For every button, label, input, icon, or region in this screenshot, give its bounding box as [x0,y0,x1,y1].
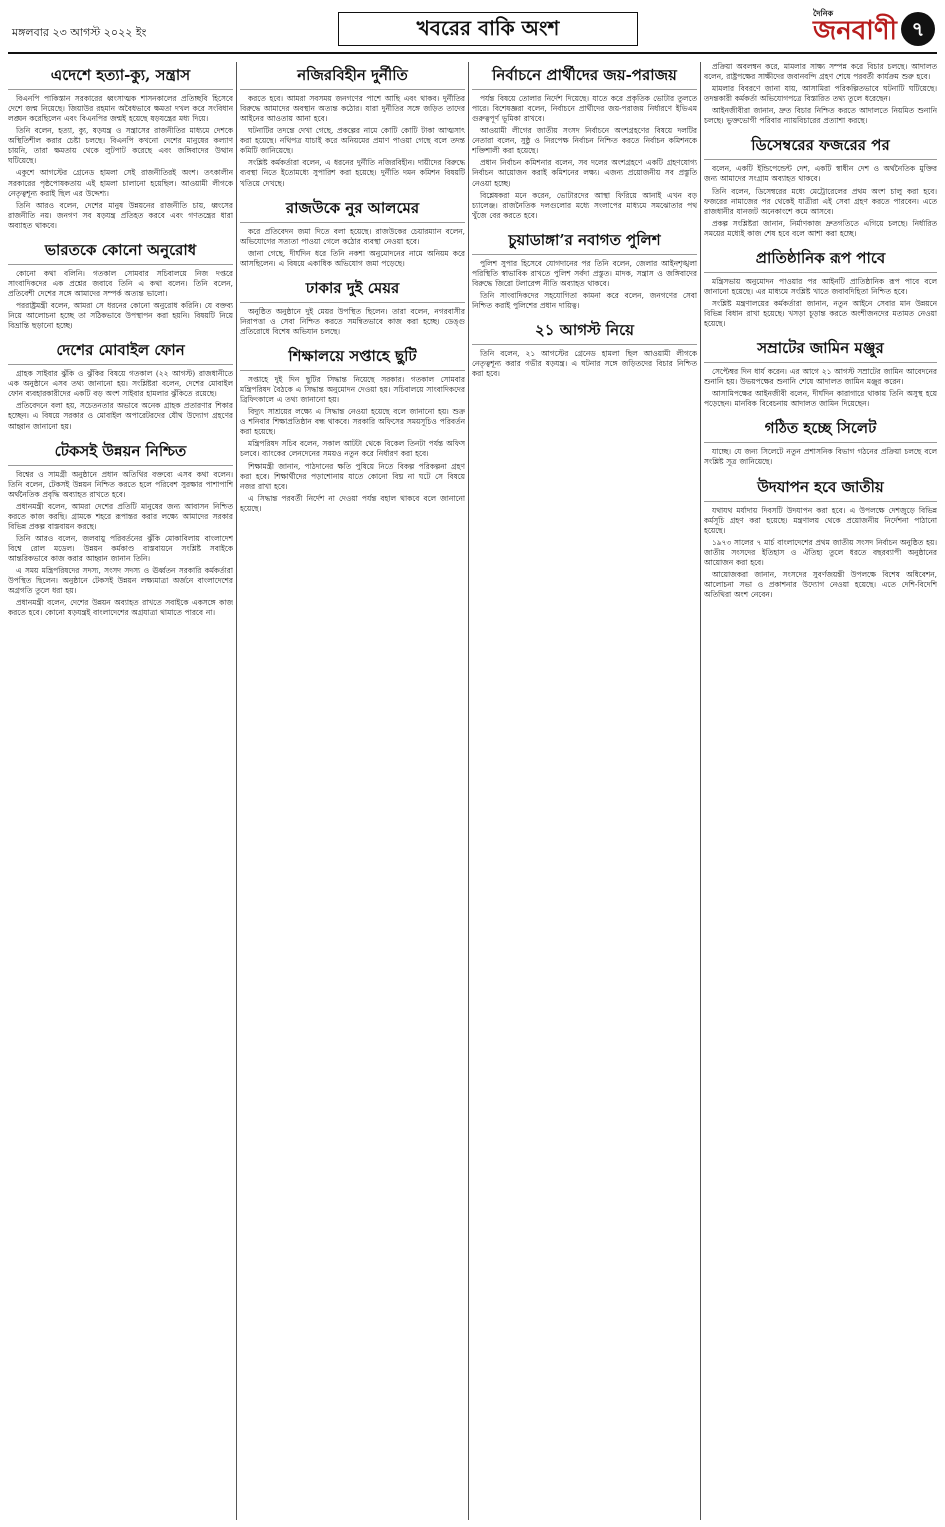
article-paragraph: গ্রাহক সাইবার ঝুঁকি ও ঝুঁকির বিষয়ে গতকাল (২২ আগস্ট) রাজধানীতে এক অনুষ্ঠানে এসব তথ্য জানানো হয়। সংশ্লিষ্টরা বলেন, দেশের মোবাইল ফোন ব্যবহারকারীদের একটি বড় অংশ সাইবার হামলার ঝুঁকিতে রয়েছে। [8,369,233,399]
article-paragraph: যাচ্ছে। যে জন্য সিলেটে নতুন প্রশাসনিক বিভাগ গঠনের প্রক্রিয়া চলছে বলে সংশ্লিষ্ট সূত্র জানিয়েছে। [704,447,937,467]
article-paragraph: পররাষ্ট্রমন্ত্রী বলেন, আমরা সে ধরনের কোনো অনুরোধ করিনি। যে বক্তব্য নিয়ে আলোচনা হচ্ছে তা সঠিকভাবে উপস্থাপন করা হয়নি। বিষয়টি নিয়ে বিভ্রান্তি ছড়ানো হচ্ছে। [8,301,233,331]
article-paragraph: মন্ত্রিপরিষদ সচিব বলেন, সকাল আটটা থেকে বিকেল তিনটা পর্যন্ত অফিস চলবে। ব্যাংকের লেনদেনের সময়ও নতুন করে নির্ধারণ করা হবে। [240,439,465,459]
article-paragraph: ঘটনাটির তদন্তে দেখা গেছে, প্রকল্পের নামে কোটি কোটি টাকা আত্মসাৎ করা হয়েছে। নথিপত্র যাচাই করে অনিয়মের প্রমাণ পাওয়া গেছে বলে তদন্ত কমিটি জানিয়েছে। [240,126,465,156]
article-body [8,369,233,431]
news-article [240,343,465,514]
article-paragraph: সেপ্টেম্বর দিন ধার্য করেন। এর আগে ২১ আগস্ট সম্রাটের জামিন আবেদনের শুনানি হয়। উভয়পক্ষের শুনানি শেষে আদালত জামিন মঞ্জুর করেন। [704,367,937,387]
article-paragraph: তিনি আরও বলেন, দেশের মানুষ উন্নয়নের রাজনীতি চায়, ধ্বংসের রাজনীতি নয়। জনগণ সব ষড়যন্ত্র প্রতিহত করবে এবং গণতন্ত্রের ধারা অব্যাহত থাকবে। [8,200,233,230]
article-paragraph: আসামিপক্ষের আইনজীবী বলেন, দীর্ঘদিন কারাগারে থাকায় তিনি অসুস্থ হয়ে পড়েছেন। মানবিক বিবেচনায় আদালত জামিন দিয়েছেন। [704,389,937,409]
article-headline: ডিসেম্বরের ফজরের পর [704,132,937,160]
article-paragraph: কোনো কথা বলিনি। গতকাল সোমবার সচিবালয়ে নিজ দপ্তরে সাংবাদিকদের এক প্রশ্নের জবাবে তিনি এ কথা বলেন। তিনি বলেন, প্রতিবেশী দেশের সঙ্গে আমাদের সম্পর্ক অত্যন্ত ভালো। [8,268,233,298]
news-article [704,335,937,409]
article-paragraph: করতে হবে। আমরা সবসময় জনগণের পাশে আছি এবং থাকব। দুর্নীতির বিরুদ্ধে আমাদের অবস্থান অত্যন্ত কঠোর। যারা দুর্নীতির সঙ্গে জড়িত তাদের আইনের আওতায় আনা হবে। [240,94,465,124]
article-paragraph: বিশ্বের ও সামগ্রী অনুষ্ঠানে প্রধান অতিথির বক্তব্যে এসব কথা বলেন। তিনি বলেন, টেকসই উন্নয়ন নিশ্চিত করতে হলে পরিবেশ সুরক্ষার পাশাপাশি অর্থনৈতিক প্রবৃদ্ধি অব্যাহত রাখতে হবে। [8,469,233,499]
article-paragraph: প্রকল্প সংশ্লিষ্টরা জানান, নির্মাণকাজ দ্রুতগতিতে এগিয়ে চলছে। নির্ধারিত সময়ের মধ্যেই কাজ শেষ হবে বলে আশা করা হচ্ছে। [704,218,937,238]
news-article [472,227,697,311]
page-number-badge: ৭ [901,12,935,46]
news-article [8,62,233,231]
article-body [472,94,697,221]
article-paragraph: বিএনপি পাকিস্তান সরকারের ধ্বংসাত্মক শাসনকালের প্রতিচ্ছবি হিসেবে দেশে জন্ম নিয়েছে। জিয়াউর রহমান অবৈধভাবে ক্ষমতা দখল করে সংবিধান লঙ্ঘন করেছিলেন এবং বিএনপির জন্মই হয়েছে ষড়যন্ত্রের মধ্য দিয়ে। [8,94,233,124]
article-headline: দেশের মোবাইল ফোন [8,337,233,365]
article-body [472,349,697,379]
article-headline: নজিরবিহীন দুর্নীতি [240,62,465,90]
news-article [472,62,697,221]
issue-date: মঙ্গলবার ২৩ আগস্ট ২০২২ ইং [12,26,147,39]
article-headline: গঠিত হচ্ছে সিলেট [704,415,937,443]
article-body [704,367,937,409]
article-paragraph: প্রতিবেদনে বলা হয়, সচেতনতার অভাবে অনেক গ্রাহক প্রতারণার শিকার হচ্ছেন। এ বিষয়ে সরকার ও মোবাইল অপারেটরদের যৌথ উদ্যোগ গ্রহণের আহ্বান জানানো হয়। [8,401,233,431]
article-paragraph: মামলার বিবরণে জানা যায়, আসামিরা পরিকল্পিতভাবে ঘটনাটি ঘটিয়েছে। তদন্তকারী কর্মকর্তা অভিযোগপত্রে বিস্তারিত তথ্য তুলে ধরেছেন। [704,84,937,104]
article-paragraph: আওয়ামী লীগের জাতীয় সংসদ নির্বাচনে অংশগ্রহণের বিষয়ে দলটির নেতারা বলেন, সুষ্ঠু ও নিরপেক্ষ নির্বাচন নিশ্চিত করতে নির্বাচন কমিশনকে শক্তিশালী করা হয়েছে। [472,126,697,156]
article-headline: ঢাকার দুই মেয়র [240,275,465,303]
article-paragraph: প্রক্রিয়া অবলম্বন করে, মামলার সাক্ষ্য সম্পন্ন করে বিচার চলছে। আদালত বলেন, রাষ্ট্রপক্ষের সাক্ষীদের জবানবন্দি গ্রহণ শেষে পরবর্তী কার্যক্রম শুরু হবে। [704,62,937,82]
article-paragraph: আইনজীবীরা জানান, দ্রুত বিচার নিশ্চিত করতে আদালতে নিয়মিত শুনানি চলছে। ভুক্তভোগী পরিবার ন্যায়বিচারের প্রত্যাশা করছে। [704,106,937,126]
article-paragraph: বিদ্যুৎ সাশ্রয়ের লক্ষ্যে এ সিদ্ধান্ত নেওয়া হয়েছে বলে জানানো হয়। শুক্র ও শনিবার শিক্ষাপ্রতিষ্ঠান বন্ধ থাকবে। সরকারি অফিসের সময়সূচিও পরিবর্তন করা হয়েছে। [240,407,465,437]
article-body [472,259,697,311]
column-divider [468,62,469,1520]
article-paragraph: করে প্রতিবেদন জমা দিতে বলা হয়েছে। রাজউকের চেয়ারম্যান বলেন, অভিযোগের সত্যতা পাওয়া গেলে কঠোর ব্যবস্থা নেওয়া হবে। [240,226,465,246]
article-paragraph: ১৯৭৩ সালের ৭ মার্চ বাংলাদেশের প্রথম জাতীয় সংসদ নির্বাচন অনুষ্ঠিত হয়। জাতীয় সংসদের ইতিহাস ও ঐতিহ্য তুলে ধরতে বছরব্যাপী অনুষ্ঠানের আয়োজন করা হবে। [704,537,937,567]
article-body [240,307,465,337]
news-article [704,474,937,601]
article-headline: উদযাপন হবে জাতীয় [704,474,937,502]
article-paragraph: তিনি বলেন, ২১ আগস্টের গ্রেনেড হামলা ছিল আওয়ামী লীগকে নেতৃত্বশূন্য করার গভীর ষড়যন্ত্র। এ ঘটনার সঙ্গে জড়িতদের বিচার নিশ্চিত করা হবে। [472,349,697,379]
article-paragraph: পুলিশ সুপার হিসেবে যোগদানের পর তিনি বলেন, জেলার আইনশৃঙ্খলা পরিস্থিতি স্বাভাবিক রাখতে পুলিশ সর্বদা প্রস্তুত। মাদক, সন্ত্রাস ও জঙ্গিবাদের বিরুদ্ধে জিরো টলারেন্স নীতি অব্যাহত থাকবে। [472,258,697,288]
article-body [8,269,233,331]
column-3 [472,62,697,1520]
article-body [704,277,937,329]
article-body [704,506,937,601]
article-headline: টেকসই উন্নয়ন নিশ্চিত [8,438,233,466]
article-paragraph: তিনি সাংবাদিকদের সহযোগিতা কামনা করে বলেন, জনগণের সেবা নিশ্চিত করাই পুলিশের প্রধান দায়িত্ব। [472,290,697,310]
article-headline: সম্রাটের জামিন মঞ্জুর [704,335,937,363]
column-1 [8,62,233,1520]
article-body [240,94,465,189]
article-paragraph: এ সময় মন্ত্রিপরিষদের সদস্য, সংসদ সদস্য ও ঊর্ধ্বতন সরকারি কর্মকর্তারা উপস্থিত ছিলেন। অনুষ্ঠানে টেকসই উন্নয়ন লক্ষ্যমাত্রা অর্জনে বাংলাদেশের অগ্রগতি তুলে ধরা হয়। [8,566,233,596]
section-title: খবরের বাকি অংশ [338,12,638,46]
news-article [8,237,233,331]
news-article [472,317,697,379]
article-body [8,94,233,231]
article-paragraph: প্রধান নির্বাচন কমিশনার বলেন, সব দলের অংশগ্রহণে একটি গ্রহণযোগ্য নির্বাচন আয়োজন করাই কমিশনের লক্ষ্য। এজন্য প্রয়োজনীয় সব প্রস্তুতি নেওয়া হচ্ছে। [472,158,697,188]
article-body [240,375,465,514]
column-divider [236,62,237,1520]
article-paragraph: বলেন, একটি ইন্ডিপেন্ডেন্ট দেশ, একটি স্বাধীন দেশ ও অর্থনৈতিক মুক্তির জন্য আমাদের সংগ্রাম অব্যাহত থাকবে। [704,164,937,184]
news-article [704,62,937,126]
article-body [704,164,937,238]
article-body [8,470,233,619]
news-article [240,275,465,337]
column-divider [700,62,701,1520]
article-paragraph: তিনি বলেন, হত্যা, ক্যু, ষড়যন্ত্র ও সন্ত্রাসের রাজনীতির মাধ্যমে দেশকে অস্থিতিশীল করার চেষ্টা চলছে। বিএনপি কখনো দেশের মানুষের কল্যাণ চায়নি, তারা ক্ষমতায় থেকে লুটপাট করেছে এবং জঙ্গিবাদের উত্থান ঘটিয়েছে। [8,126,233,166]
article-paragraph: আয়োজকরা জানান, সংসদের সুবর্ণজয়ন্তী উপলক্ষে বিশেষ অধিবেশন, আলোচনা সভা ও প্রকাশনার উদ্যোগ নেওয়া হয়েছে। এতে দেশি-বিদেশি অতিথিরা অংশ নেবেন। [704,569,937,599]
news-article [8,438,233,619]
article-headline: ২১ আগস্ট নিয়ে [472,317,697,345]
article-paragraph: এ সিদ্ধান্ত পরবর্তী নির্দেশ না দেওয়া পর্যন্ত বহাল থাকবে বলে জানানো হয়েছে। [240,493,465,513]
article-headline: প্রাতিষ্ঠানিক রূপ পাবে [704,245,937,273]
article-paragraph: শিক্ষামন্ত্রী জানান, পাঠদানের ক্ষতি পুষিয়ে নিতে বিকল্প পরিকল্পনা গ্রহণ করা হবে। শিক্ষার্থীদের পড়াশোনায় যাতে কোনো বিঘ্ন না ঘটে সে বিষয়ে নজর রাখা হবে। [240,461,465,491]
article-paragraph: প্রধানমন্ত্রী বলেন, আমরা দেশের প্রতিটি মানুষের জন্য আবাসন নিশ্চিত করতে কাজ করছি। গ্রামকে শহরে রূপান্তর করার লক্ষ্যে আমাদের সরকার বিভিন্ন প্রকল্প বাস্তবায়ন করছে। [8,501,233,531]
article-headline: নির্বাচনে প্রার্থীদের জয়-পরাজয় [472,62,697,90]
article-headline: চুয়াডাঙ্গা’র নবাগত পুলিশ [472,227,697,255]
article-paragraph: পর্যন্ত বিষয়ে তোলার নির্দেশ দিয়েছে। যাতে করে প্রকৃতিক ভোটার তুলতে পারে। বিশেষজ্ঞরা বলেন, নির্বাচনে প্রার্থীদের জয়-পরাজয় নির্ধারণে ইভিএম গুরুত্বপূর্ণ ভূমিকা রাখবে। [472,94,697,124]
masthead [8,8,937,54]
article-paragraph: বিশ্লেষকরা মনে করেন, ভোটারদের আস্থা ফিরিয়ে আনাই এখন বড় চ্যালেঞ্জ। রাজনৈতিক দলগুলোর মধ্যে সংলাপের মাধ্যমে সমঝোতার পথ খুঁজে বের করতে হবে। [472,190,697,220]
article-headline: ভারতকে কোনো অনুরোধ [8,237,233,265]
article-paragraph: জানা গেছে, দীর্ঘদিন ধরে তিনি নকশা অনুমোদনের নামে অনিয়ম করে আসছিলেন। এ বিষয়ে একাধিক অভিযোগ জমা পড়েছে। [240,248,465,268]
article-paragraph: সংশ্লিষ্ট মন্ত্রণালয়ের কর্মকর্তারা জানান, নতুন আইনে সেবার মান উন্নয়নে বিভিন্ন বিধান রাখা হয়েছে। খসড়া চূড়ান্ত করতে অংশীজনদের মতামত নেওয়া হয়েছে। [704,298,937,329]
article-paragraph: যথাযথ মর্যাদায় দিবসটি উদযাপন করা হবে। এ উপলক্ষে দেশজুড়ে বিভিন্ন কর্মসূচি গ্রহণ করা হয়েছে। মন্ত্রণালয় থেকে প্রয়োজনীয় নির্দেশনা পাঠানো হয়েছে। [704,505,937,535]
news-article [240,62,465,189]
news-article [240,195,465,269]
news-article [704,132,937,238]
news-article [704,415,937,467]
article-paragraph: মন্ত্রিসভায় অনুমোদন পাওয়ার পর আইনটি প্রাতিষ্ঠানিক রূপ পাবে বলে জানানো হয়েছে। এর মাধ্যমে সংশ্লিষ্ট খাতে জবাবদিহিতা নিশ্চিত হবে। [704,276,937,296]
article-paragraph: অনুষ্ঠিত অনুষ্ঠানে দুই মেয়র উপস্থিত ছিলেন। তারা বলেন, নগরবাসীর নিরাপত্তা ও সেবা নিশ্চিত করতে সমন্বিতভাবে কাজ করা হচ্ছে। ডেঙ্গু প্রতিরোধে বিশেষ অভিযান চলছে। [240,306,465,336]
article-paragraph: প্রধানমন্ত্রী বলেন, দেশের উন্নয়ন অব্যাহত রাখতে সবাইকে একসঙ্গে কাজ করতে হবে। কোনো ষড়যন্ত্রই বাংলাদেশের অগ্রযাত্রা থামাতে পারবে না। [8,598,233,618]
article-paragraph: সংশ্লিষ্ট কর্মকর্তারা বলেন, এ ধরনের দুর্নীতি নজিরবিহীন। দায়ীদের বিরুদ্ধে ব্যবস্থা নিতে ইতোমধ্যে সুপারিশ করা হয়েছে। দুর্নীতি দমন কমিশন বিষয়টি খতিয়ে দেখছে। [240,158,465,188]
news-article [8,337,233,431]
article-headline: শিক্ষালয়ে সপ্তাহে ছুটি [240,343,465,371]
column-4 [704,62,937,1520]
article-paragraph: একুশে আগস্টের গ্রেনেড হামলা সেই রাজনীতিরই অংশ। তৎকালীন সরকারের পৃষ্ঠপোষকতায় এই হামলা চালানো হয়েছিল। আওয়ামী লীগকে নেতৃত্বশূন্য করাই ছিল এর উদ্দেশ্য। [8,168,233,198]
article-headline: এদেশে হত্যা-ক্যু, সন্ত্রাস [8,62,233,90]
column-2 [240,62,465,1520]
logo-small-text: দৈনিক [813,9,834,18]
article-body [240,227,465,269]
article-body [704,62,937,126]
article-paragraph: তিনি বলেন, ডিসেম্বরের মধ্যে মেট্রোরেলের প্রথম অংশ চালু করা হবে। ফজরের নামাজের পর থেকেই যাত্রীরা এই সেবা গ্রহণ করতে পারবেন। এতে রাজধানীর যানজট অনেকাংশে কমে আসবে। [704,186,937,216]
article-headline: রাজউকে নুর আলমের [240,195,465,223]
news-article [704,245,937,329]
logo-text: জনবাণী [813,16,897,46]
article-body [704,447,937,467]
article-paragraph: তিনি আরও বলেন, জলবায়ু পরিবর্তনের ঝুঁকি মোকাবিলায় বাংলাদেশ বিশ্বে রোল মডেল। উন্নয়ন কর্মকাণ্ড বাস্তবায়নে সংশ্লিষ্ট সবাইকে আন্তরিকভাবে কাজ করার আহ্বান জানান তিনি। [8,533,233,564]
newspaper-logo [813,10,897,54]
article-paragraph: সপ্তাহে দুই দিন ছুটির সিদ্ধান্ত নিয়েছে সরকার। গতকাল সোমবার মন্ত্রিপরিষদ বৈঠকে এ সিদ্ধান্ত অনুমোদন দেওয়া হয়। সচিবালয়ে সাংবাদিকদের ব্রিফিংকালে এ তথ্য জানানো হয়। [240,375,465,405]
